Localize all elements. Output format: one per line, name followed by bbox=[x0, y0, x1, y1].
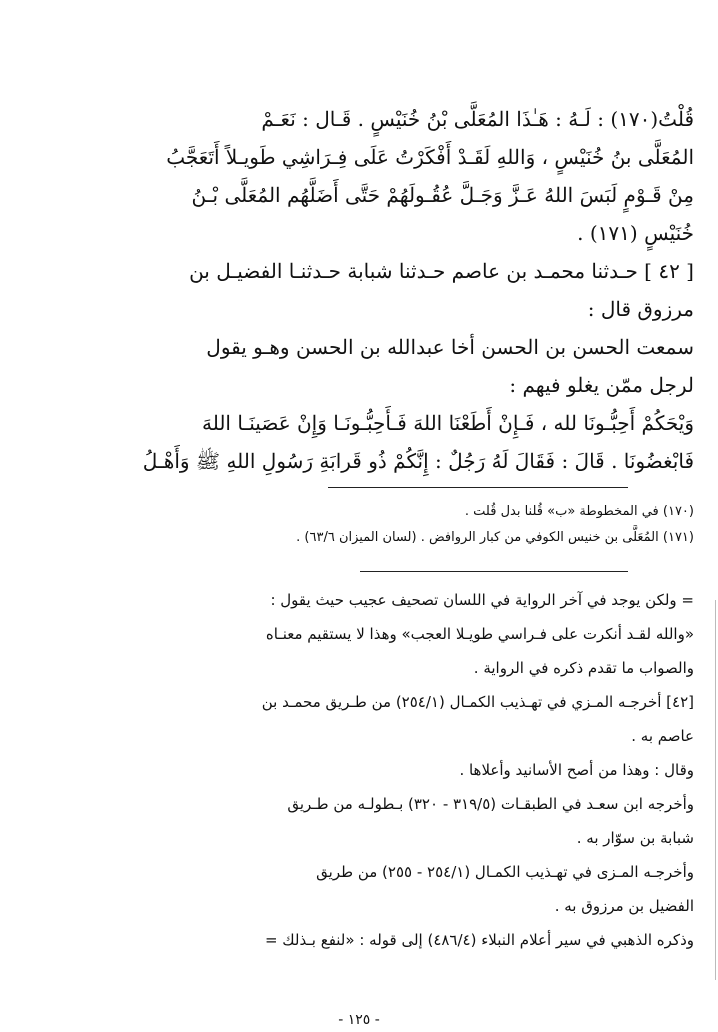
main-line: فَابْغضُونَا . قَالَ : فَقَالَ لَهُ رَجُلٌ : إِنَّكُمْ ذُو قَرابَةِ رَسُولِ اللهِ ﷺ وَأَهْـلُ bbox=[142, 449, 694, 473]
commentary-line: وأخرجـه المـزى في تهـذيب الكمـال (٢٥٤/١ - ٢٥٥) من طريق bbox=[316, 863, 694, 881]
commentary-separator bbox=[360, 571, 628, 572]
footnote-separator bbox=[328, 487, 628, 488]
footnotes bbox=[96, 499, 694, 551]
main-line: خُنَيْسٍ (١٧١) . bbox=[577, 221, 694, 245]
commentary-line: والصواب ما تقدم ذكره في الرواية . bbox=[473, 659, 694, 677]
footnote: (١٧١) المُعَلَّى بن خنيس الكوفي من كبار الروافض . (لسان الميزان ٦٣/٦) . bbox=[296, 530, 694, 545]
commentary-line: الفضيل بن مرزوق به . bbox=[554, 897, 694, 915]
hadith-number-line: [ ٤٢ ] حـدثنا محمـد بن عاصم حـدثنا شبابة حـدثنـا الفضيـل بن bbox=[189, 259, 694, 283]
commentary-line: عاصم به . bbox=[631, 727, 694, 745]
commentary-line: وقال : وهذا من أصح الأسانيد وأعلاها . bbox=[459, 761, 694, 779]
main-line: المُعَلَّى بنُ خُنَيْسٍ ، وَاللهِ لَقَـدْ أَفْكَرْتُ عَلَى فِـرَاشِي طَويـلاً أَتَعَجَّبُ bbox=[166, 145, 694, 169]
main-line: سمعت الحسن بن الحسن أخا عبدالله بن الحسن وهـو يقول bbox=[206, 335, 694, 359]
page-number: - ١٢٥ - bbox=[338, 1012, 380, 1028]
main-line: قُلْتُ(١٧٠) : لَـهُ : هَـٰذَا المُعَلَّى بْنُ خُنَيْسٍ . قَـال : نَعَـمْ bbox=[261, 107, 694, 131]
footnote: (١٧٠) في المخطوطة «ب» قُلنا بدل قُلت . bbox=[464, 504, 694, 519]
commentary-line: = ولكن يوجد في آخر الرواية في اللسان تصحيف عجيب حيث يقول : bbox=[270, 591, 694, 609]
commentary-line: «والله لقـد أنكرت على فـراسي طويـلا العجب» وهذا لا يستقيم معنـاه bbox=[265, 625, 694, 643]
commentary-line: [٤٢] أخرجـه المـزي في تهـذيب الكمـال (٢٥٤/١) من طـريق محمـد بن bbox=[261, 693, 694, 711]
commentary-line: وأخرجه ابن سعـد في الطبقـات (٣١٩/٥ - ٣٢٠) بـطولـه من طـريق bbox=[287, 795, 694, 813]
main-line: وَيْحَكُمْ أَحِبُّـونَا لله ، فَـإِنْ أَطَعْنَا اللهَ فَـأَحِبُّـونَـا وَإِنْ عَصَينَـا اللهَ bbox=[201, 411, 694, 435]
main-text bbox=[96, 100, 694, 480]
main-line: مِنْ قَـوْمٍ لَبَسَ اللهُ عَـزَّ وَجَـلَّ عُقُـولَهُمْ حَتَّى أَضَلَّهُم المُعَلَّى بْـنُ bbox=[191, 183, 694, 207]
commentary-line: شبابة بن سوّار به . bbox=[576, 829, 694, 847]
main-line: مرزوق قال : bbox=[587, 297, 694, 321]
commentary bbox=[96, 583, 694, 957]
main-line: لرجل ممّن يغلو فيهم : bbox=[509, 373, 694, 397]
commentary-line: وذكره الذهبي في سير أعلام النبلاء (٤٨٦/٤) إلى قوله : «لنفع بـذلك = bbox=[264, 931, 694, 949]
page-edge-shadow bbox=[715, 600, 716, 980]
